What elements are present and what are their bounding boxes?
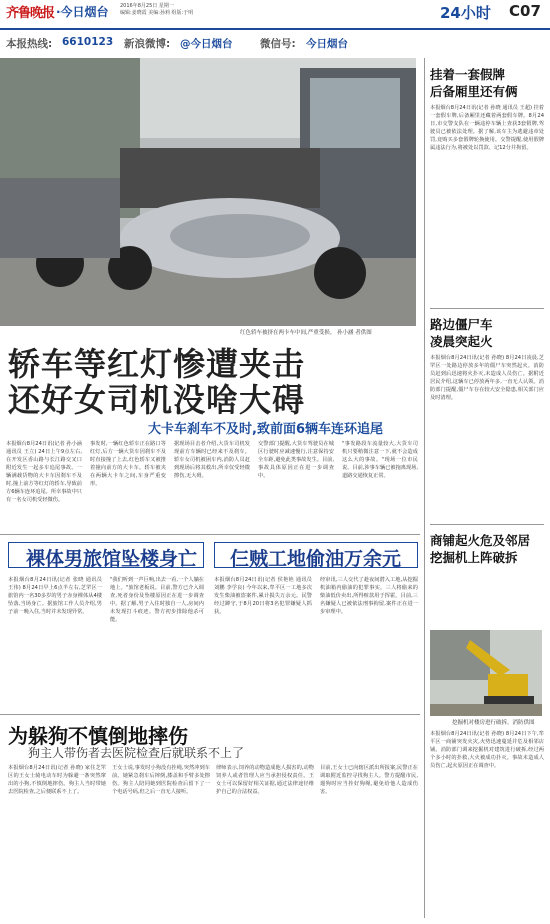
excavator-photo-graphic [430, 630, 542, 716]
section-name: ·今日烟台 [56, 5, 109, 19]
story3-headline: 仨贼工地偷油万余元 [230, 548, 402, 570]
hotline-bar [0, 34, 550, 52]
lead-photo-caption: 红色轿车被挤在两卡车中间,严重受损。 孙小涵 者供图 [240, 330, 372, 336]
weibo-label: 新浪微博: [124, 38, 171, 50]
wechat-label: 微信号: [260, 38, 296, 50]
lead-headline-line1: 轿车等红灯惨遭夹击 [8, 345, 306, 383]
right1-headline-line1: 挂着一套假牌 [430, 67, 506, 82]
lead-column-5: "事发路段车流量较大,大货车司机只要稍微注意一下,就不会造成这么大的事故。"现场一位市民说。目前,涉事车辆已被拖离现场,道路交通恢复正常。 [342, 441, 418, 479]
column-divider [424, 58, 425, 918]
lead-column-4: 交警部门提醒,大货车驾驶员在城区行驶时应减速慢行,注意保持安全车距,避免此类事故发生。目前,事故具体原因正在进一步调查中。 [258, 441, 334, 479]
dateline: 2016年8月25日 星期一 编辑:姜晓霞 美编:孙莉 组版:于明 [120, 3, 194, 16]
right3-headline-line1: 商铺起火危及邻居 [430, 533, 531, 548]
wechat-id: 今日烟台 [306, 38, 348, 50]
weibo-handle: @今日烟台 [180, 38, 233, 50]
divider [430, 524, 544, 525]
right1-body: 本报烟台8月24日讯(记者 孙晓 通讯员 王超) 挂着一套假车牌,后备厢里还藏着两套假车牌。8月24日,市交警支队在一辆违停车辆上查获3套假牌,驾驶员已被依法处理。据了解,该车主为逃避违章处罚,竟购买多套假牌轮换使用。交警提醒,使用假牌属违法行为,将被处以罚款、记12分并拘留。 [430, 105, 544, 151]
divider [0, 534, 420, 535]
accident-photo-graphic [0, 58, 416, 326]
story4-headline: 为躲狗不慎倒地摔伤 [8, 724, 188, 748]
story2-column-2: "我们听到一声巨响,出去一看,一个人躺在地上。"旅馆老板说。目前,警方已介入调查,死者身份及坠楼原因正在进一步调查中。据了解,男子入住时独自一人,房间内未发现打斗痕迹。警方初步排除他杀可能。 [110, 577, 204, 623]
lead-column-2: 事发时,一辆红色轿车正在路口等红灯,后方一辆大货车因刹车不及时直接撞了上去,红色轿车又被推着撞向前方的大卡车。轿车被夹在两辆大卡车之间,车身严重变形。 [90, 441, 166, 487]
lead-headline [8, 346, 305, 418]
right1-headline [430, 66, 518, 100]
page-number: C07 [509, 2, 541, 20]
right1-headline-line2: 后备厢里还有俩 [430, 84, 518, 99]
excavator-photo [430, 630, 542, 716]
newspaper-logo: 齐鲁晚报 [6, 6, 55, 21]
masthead [0, 0, 550, 30]
lead-column-3: 据现场目击者介绍,大货车司机发现前方车辆时已经来不及刹车。轿车女司机被困车内,消防人员赶到现场后将其救出,所幸仅受轻微擦伤,无大碍。 [174, 441, 250, 479]
lead-subheadline: 大卡车刹车不及时,致前面6辆车连环追尾 [148, 422, 383, 437]
story2-headline: 裸体男旅馆坠楼身亡 [26, 548, 198, 570]
divider [430, 308, 544, 309]
right3-body: 本报烟台8月24日讯(记者 孙晓) 8月24日下午,牟平区一商铺突发火灾,火势迅速蔓延并危及相邻店铺。消防部门调来挖掘机对建筑进行破拆,经过两个多小时的扑救,大火被成功扑灭。事故未造成人员伤亡,起火原因正在调查中。 [430, 731, 544, 769]
accident-photo [0, 58, 416, 326]
divider [0, 714, 420, 715]
story3-column-2: 经审讯,三人交代了趁夜间潜入工地,从挖掘机油箱内偷油的犯罪事实。三人将偷来的柴油低价卖出,所得赃款用于挥霍。目前,三名嫌疑人已被依法刑事拘留,案件正在进一步审理中。 [320, 577, 418, 615]
story4-subheadline: 狗主人带伤者去医院检查后就联系不上了 [28, 746, 245, 760]
right2-headline-line2: 凌晨突起火 [430, 334, 493, 349]
right3-headline [430, 532, 530, 566]
section-24h: 24小时 [440, 4, 491, 22]
right2-headline-line1: 路边僵尸车 [430, 317, 493, 332]
right2-body: 本报烟台8月24日讯(记者 孙晓) 8月24日凌晨,芝罘区一处路边停放多年的僵尸车突然起火。消防员赶到后迅速将火扑灭,未造成人员伤亡。据附近居民介绍,这辆车已停放两年多,一直无人认领。消防部门提醒,僵尸车存在较大安全隐患,相关部门应及时清理。 [430, 355, 544, 401]
right3-photo-caption: 挖掘机对楼房进行破拆。消防供图 [452, 720, 535, 726]
lead-column-1: 本报烟台8月24日讯(记者 孙小涵 通讯员 王立) 24日上午9点左右,在开发区香山路与长江路交叉口附近发生一起多车追尾事故。一辆满载货物的大卡车因刹车不及时,撞上前方等红灯的轿车,导致前方6辆车连环追尾。所幸事故中只有一名女司机受轻微伤。 [6, 441, 82, 503]
right2-headline [430, 316, 493, 350]
story4-column-3: 律师表示,饲养的动物造成他人损害的,动物饲养人或者管理人应当承担侵权责任。王女士可以保留好相关证据,通过法律途径维护自己的合法权益。 [216, 765, 314, 795]
story3-column-1: 本报烟台8月24日讯(记者 侯艳艳 通讯员 刘鹏 李学良) 今年以来,牟平区一工地多次发生柴油被盗案件,累计损失万余元。民警经过蹲守,于8月20日将3名犯罪嫌疑人抓获。 [214, 577, 312, 615]
lead-headline-line2: 还好女司机没啥大碍 [8, 381, 306, 419]
story2-column-1: 本报烟台8月24日讯(记者 张晓 通讯员 王伟) 8月24日早上6点半左右,芝罘区一旅馆内一名30多岁的男子赤身裸体从4楼坠落,当场身亡。据旅馆工作人员介绍,男子前一晚入住,当时并未发现异常。 [8, 577, 102, 615]
story4-column-2: 王女士说,事发时小狗没有拴绳,突然冲到车前。她紧急刹车后摔倒,膝盖和手臂多处擦伤。狗主人陪同她到医院检查后留下了一个电话号码,但之后一直无人接听。 [112, 765, 210, 795]
story4-column-4: 目前,王女士已向辖区派出所报案,民警正在调取附近监控寻找狗主人。警方提醒市民,遛狗时应当拴好狗绳,避免给他人造成伤害。 [320, 765, 418, 795]
hotline-number: 6610123 [62, 36, 114, 48]
right3-headline-line2: 挖掘机上阵破拆 [430, 550, 518, 565]
story4-column-1: 本报烟台8月24日讯(记者 孙晓) 家住芝罘区的王女士骑电动车时为躲避一条突然窜出的小狗,不慎倒地摔伤。狗主人当时带她去医院检查,之后便联系不上了。 [8, 765, 106, 795]
hotline-label: 本报热线: [6, 38, 53, 50]
